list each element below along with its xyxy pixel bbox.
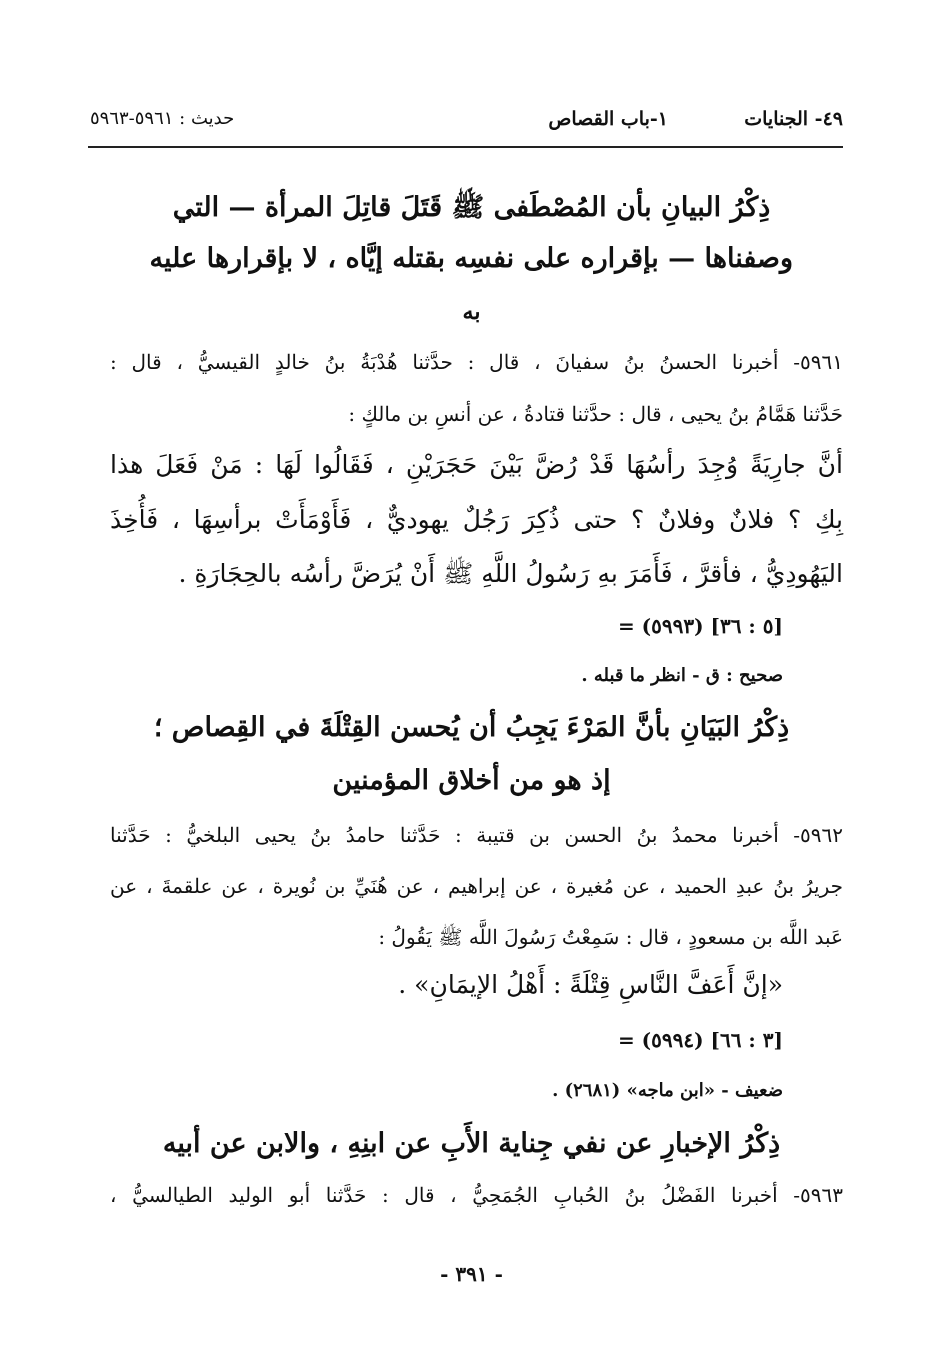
hadith-5962-isnad-2: جريرُ بنُ عبدِ الحميد ، عن مُغيرة ، عن إبراهيم ، عن هُنَيِّ بن نُويرة ، عن علقمةَ ، عن [110, 874, 843, 898]
header-chapter: ٤٩- الجنايات [744, 108, 843, 130]
heading-1-line-1: ذِكْرُ البيانِ بأن المُصْطَفى ﷺ قَتَلَ قاتِلَ المرأة — التي [172, 192, 771, 223]
header-section: ١-باب القصاص [548, 108, 668, 130]
header-rule [88, 146, 843, 148]
heading-2-line-1: ذِكْرُ البَيَانِ بأنَّ المَرْءَ يَجِبُ أن يُحسن القِتْلَةَ في القِصاص ؛ [153, 712, 790, 743]
hadith-5962-grade: ضعيف - «ابن ماجه» (٢٦٨١) . [552, 1080, 783, 1101]
hadith-5961-isnad-1: ٥٩٦١- أخبرنا الحسنُ بنُ سفيانَ ، قال : حدَّثنا هُدْبَةُ بنُ خالدٍ القيسيُّ ، قال : [110, 350, 843, 374]
hadith-5962-isnad-1: ٥٩٦٢- أخبرنا محمدُ بنُ الحسن بن قتيبة : حَدَّثنا حامدُ بنُ يحيى البلخيُّ : حَدَّثنا [110, 823, 843, 847]
hadith-5963-isnad-1: ٥٩٦٣- أخبرنا الفَضْلُ بنُ الحُبابِ الجُمَحِيُّ ، قال : حَدَّثنا أبو الوليد الطيالسيُّ ، [110, 1183, 843, 1207]
hadith-5961-matn-1: أنَّ جارِيَةً وُجِدَ رأسُهَا قَدْ رُضَّ بَيْنَ حَجَرَيْنِ ، فَقَالُوا لَهَا : مَنْ فَعَلَ هذا [110, 450, 843, 479]
heading-3-line-1: ذِكْرُ الإخبارِ عن نفي جِناية الأَبِ عن ابنِهِ ، والابن عن أبيه [162, 1128, 781, 1159]
hadith-5961-matn-2: بِكِ ؟ فلانٌ وفلانٌ ؟ حتى ذُكِرَ رَجُلٌ يهوديٌّ ، فَأَوْمَأَتْ برأسِهَا ، فَأُخِذَ [110, 505, 843, 534]
hadith-5962-isnad-3: عَبد اللَّه بن مسعودٍ ، قال : سَمِعْتُ رَسُولَ اللَّه ﷺ يَقُولُ : [378, 925, 843, 949]
hadith-5962-matn-1: «إنَّ أَعَفَّ النَّاسِ قِتْلَةً : أَهْلُ الإيمَانِ» . [398, 970, 783, 999]
hadith-5961-reference: = (٥٩٩٣) [٥ : ٣٦] [617, 614, 783, 638]
header-hadith-range: حديث : ٥٩٦١-٥٩٦٣ [90, 108, 235, 129]
hadith-5961-matn-3: اليَهُودِيُّ ، فأقرَّ ، فَأَمَرَ بهِ رَسُولُ اللَّهِ ﷺ أَنْ يُرَضَّ رأسُه بالحِجَارَةِ . [178, 559, 843, 588]
page-number: - ٣٩١ - [440, 1262, 503, 1286]
hadith-5961-grade: صحيح : ق - انظر ما قبله . [581, 665, 783, 686]
hadith-5961-isnad-2: حَدَّثنا هَمَّامُ بنُ يحيى ، قال : حدَّثنا قتادةُ ، عن أنسِ بن مالكٍ : [348, 402, 843, 426]
heading-2-line-2: إذ هو من أخلاق المؤمنين [332, 765, 611, 796]
heading-1-line-3: به [462, 299, 481, 325]
heading-1-line-2: وصفناها — بإقراره على نفسِه بقتله إيَّاه ، لا بإقرارها عليه [149, 243, 793, 274]
hadith-5962-reference: = (٥٩٩٤) [٣ : ٦٦] [617, 1028, 783, 1052]
